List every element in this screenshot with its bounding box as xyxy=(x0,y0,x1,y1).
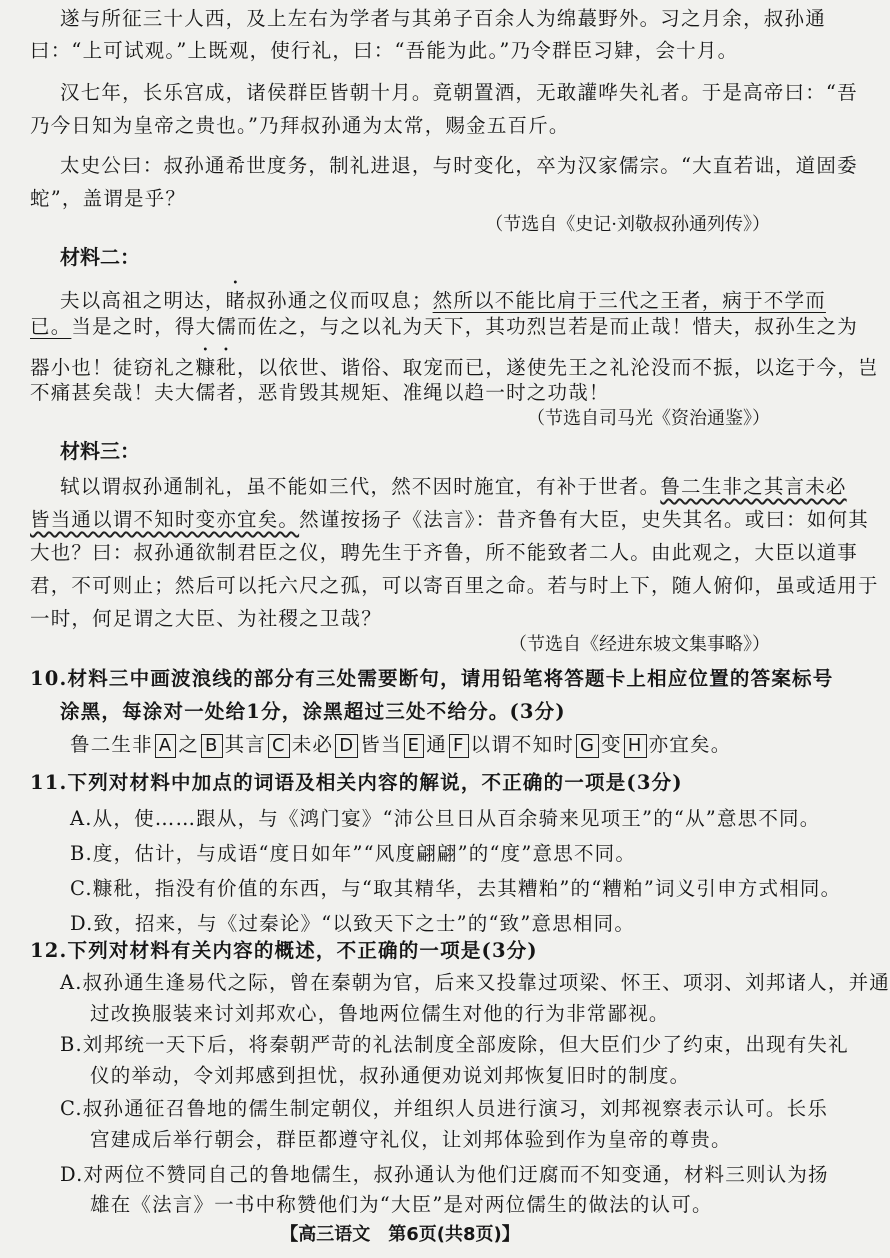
q10-segment: 皆当 xyxy=(360,733,402,756)
material2-line4: 不痛甚矣哉！夫大儒者，恶肯毁其规矩、准绳以趋一时之功哉！ xyxy=(30,381,610,404)
q10-box-h[interactable]: H xyxy=(624,734,647,758)
q12-option-b-line2: 仪的举动，令刘邦感到担忧，叔孙通便劝说刘邦恢复旧时的制度。 xyxy=(90,1064,691,1087)
dotted-word-kangbi: 糠秕 xyxy=(195,356,238,379)
material1-line6: 蛇”，盖谓是乎？ xyxy=(30,187,187,210)
q12-option-a-line1[interactable]: A.叔孙通生逢易代之际，曾在秦朝为官，后来又投靠过项梁、怀王、项羽、刘邦诸人，并通 xyxy=(60,971,890,994)
q10-box-g[interactable]: G xyxy=(576,734,599,758)
material2-line1 xyxy=(60,278,826,316)
q11-option-c[interactable]: C.糠秕，指没有价值的东西，与“取其精华，去其糟粕”的“糟粕”词义引申方式相同。 xyxy=(70,877,842,900)
q10-stem-line1: 10.材料三中画波浪线的部分有三处需要断句，请用铅笔将答题卡上相应位置的答案标号 xyxy=(30,667,834,690)
material3-source: （节选自《经进东坡文集事略》） xyxy=(509,634,770,655)
wavy-underlined-a: 鲁二生非之其言未必 xyxy=(660,475,847,498)
q10-box-c[interactable]: C xyxy=(268,734,290,758)
material1-line1: 遂与所征三十人西，及上左右为学者与其弟子百余人为绵蕞野外。习之月余，叔孙通 xyxy=(60,7,826,30)
q10-segment: 变 xyxy=(601,733,622,756)
material2-line3-part-c: ，以依世、谐俗、取宠而已，遂使先王之礼沦没而不振，以迄于今，岂 xyxy=(237,356,879,379)
material1-line3: 汉七年，长乐宫成，诸侯群臣皆朝十月。竟朝置酒，无敢讙哗失礼者。于是高帝曰：“吾 xyxy=(60,81,858,104)
q11-stem: 11.下列对材料中加点的词语及相关内容的解说，不正确的一项是(3分) xyxy=(30,771,683,794)
q10-segment: 亦宜矣。 xyxy=(648,733,732,756)
material2-line3-part-a: 器小也！徒窃礼之 xyxy=(30,356,196,379)
material2-line2-part-b: 当是之时，得大儒而佐之，与之以礼为天下，其功烈岂若是而止哉！惜夫，叔孙生之为 xyxy=(71,315,859,338)
material2-line1-part-a: 夫以高祖之明达， xyxy=(60,289,226,312)
material1-line5: 太史公曰：叔孙通希世度务，制礼进退，与时变化，卒为汉家儒宗。“大直若诎，道固委 xyxy=(60,154,858,177)
page-footer: 【高三语文 第6页(共8页)】 xyxy=(280,1224,520,1245)
q11-option-a[interactable]: A.从，使……跟从，与《鸿门宴》“沛公旦日从百余骑来见项王”的“从”意思不同。 xyxy=(70,807,821,830)
material1-source: （节选自《史记·刘敬叔孙通列传》） xyxy=(485,214,770,235)
q12-option-d-line1[interactable]: D.对两位不赞同自己的鲁地儒生，叔孙通认为他们迂腐而不知变通，材料三则认为扬 xyxy=(60,1163,829,1186)
wavy-underlined-b: 皆当通以谓不知时变亦宜矣。 xyxy=(30,508,300,531)
q10-segment: 之 xyxy=(178,733,200,756)
q10-box-a[interactable]: A xyxy=(155,734,177,758)
q10-stem-line2: 涂黑，每涂对一处给1分，涂黑超过三处不给分。(3分) xyxy=(60,700,566,723)
material3-line3: 大也？曰：叔孙通欲制君臣之仪，聘先生于齐鲁，所不能致者二人。由此观之，大臣以道事 xyxy=(30,541,859,564)
q10-segment: 未必 xyxy=(291,733,334,756)
q12-option-b-line1[interactable]: B.刘邦统一天下后，将秦朝严苛的礼法制度全部废除，但大臣们少了约束，出现有失礼 xyxy=(60,1033,849,1056)
material2-underlined-a: 然所以不能比肩于三代之王者，病于不学而 xyxy=(432,289,826,312)
q10-box-b[interactable]: B xyxy=(201,734,223,758)
q12-option-a-line2: 过改换服装来讨刘邦欢心，鲁地两位儒生对他的行为非常鄙视。 xyxy=(90,1002,670,1025)
material3-line1-part-a: 轼以谓叔孙通制礼，虽不能如三代，然不因时施宜，有补于世者。 xyxy=(60,475,661,498)
material3-line1 xyxy=(60,472,847,502)
q10-sentence xyxy=(70,730,800,760)
q10-segment: 以谓不知时 xyxy=(470,733,575,756)
q10-segment: 其言 xyxy=(224,733,266,756)
dotted-word-du: 睹 xyxy=(225,289,247,312)
material3-heading: 材料三： xyxy=(60,439,140,463)
material2-heading: 材料二： xyxy=(60,245,140,269)
material3-line2-part-b: 然谨按扬子《法言》：昔齐鲁有大臣，史失其名。或曰：如何其 xyxy=(299,508,869,531)
material2-underlined-b: 已。 xyxy=(30,315,72,338)
q11-option-d[interactable]: D.致，招来，与《过秦论》“以致天下之士”的“致”意思相同。 xyxy=(70,912,636,935)
material3-line2 xyxy=(30,505,869,535)
q10-segment: 通 xyxy=(426,733,447,756)
q12-stem: 12.下列对材料有关内容的概述，不正确的一项是(3分) xyxy=(30,939,538,962)
q12-option-c-line1[interactable]: C.叔孙通征召鲁地的儒生制定朝仪，并组织人员进行演习，刘邦视察表示认可。长乐 xyxy=(60,1097,829,1120)
q12-option-d-line2: 雄在《法言》一书中称赞他们为“大臣”是对两位儒生的做法的认可。 xyxy=(90,1193,713,1216)
material1-line4: 乃今日知为皇帝之贵也。”乃拜叔孙通为太常，赐金五百斤。 xyxy=(30,114,570,137)
material3-line5: 一时，何足谓之大臣、为社稷之卫哉？ xyxy=(30,607,382,630)
material2-line2 xyxy=(30,312,859,342)
q10-box-e[interactable]: E xyxy=(404,734,425,758)
material1-line2: 曰：“上可试观。”上既观，使行礼，曰：“吾能为此。”乃令群臣习肄，会十月。 xyxy=(30,39,739,62)
material2-source: （节选自司马光《资治通鉴》） xyxy=(527,408,770,429)
q10-box-f[interactable]: F xyxy=(449,734,469,758)
q10-box-d[interactable]: D xyxy=(335,734,358,758)
material3-line4: 君，不可则止；然后可以托六尺之孤，可以寄百里之命。若与时上下，随人俯仰，虽或适用于 xyxy=(30,574,879,597)
material2-line1-part-c: 叔孙通之仪而叹息； xyxy=(246,289,433,312)
q10-segment: 鲁二生非 xyxy=(70,733,153,756)
q12-option-c-line2: 宫建成后举行朝会，群臣都遵守礼仪，让刘邦体验到作为皇帝的尊贵。 xyxy=(90,1128,732,1151)
q11-option-b[interactable]: B.度，估计，与成语“度日如年”“风度翩翩”的“度”意思不同。 xyxy=(70,842,637,865)
